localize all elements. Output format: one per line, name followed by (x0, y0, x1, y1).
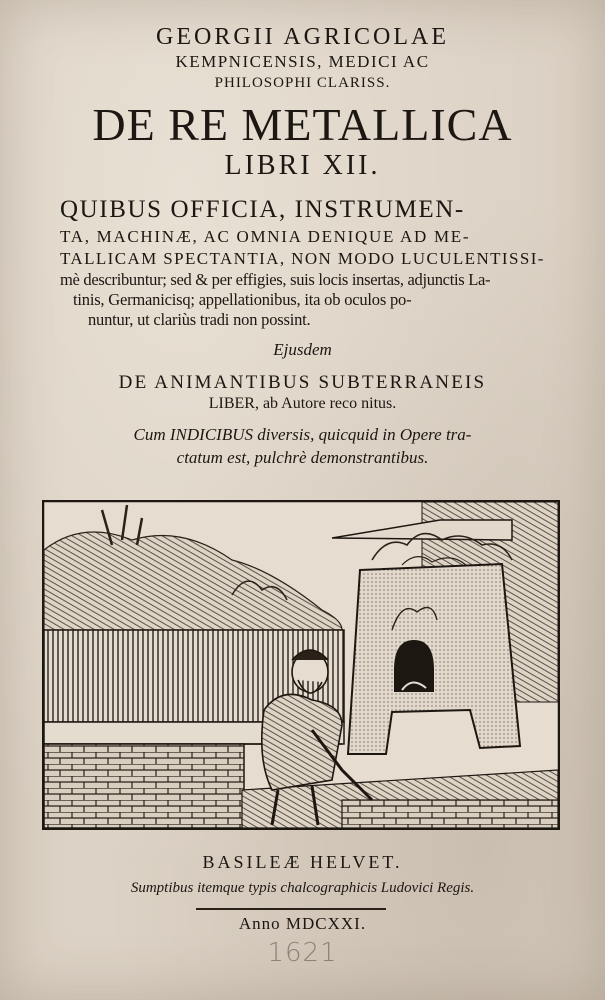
imprint-year: Anno MDCXXI. (238, 914, 367, 933)
description-line: TALLICAM SPECTANTIA, NON MODO LUCULENTISSI- (60, 249, 545, 268)
imprint-printer: Sumptibus itemque typis chalcographicis Ludovici Regis. (130, 880, 475, 896)
indices-line-1: Cum INDICIBUS diversis, quicquid in Opere tra- (133, 425, 472, 444)
description-line: TA, MACHINÆ, AC OMNIA DENIQUE AD ME- (60, 227, 471, 246)
author-subtitle-1: KEMPNICENSIS, MEDICI AC (175, 52, 430, 71)
description-line: nuntur, ut clariùs tradi non possint. (88, 310, 311, 329)
description-line: mè describuntur; sed & per effigies, suis locis insertas, adjunctis La- (60, 270, 491, 289)
woodcut-furnace-illustration (42, 500, 560, 830)
description-line: QUIBUS OFFICIA, INSTRUMEN- (60, 196, 465, 223)
imprint-place: BASILEÆ HELVET. (202, 852, 403, 872)
pencil-annotation: 1621 (267, 938, 338, 968)
book-title: DE RE METALLICA (92, 99, 513, 150)
supplement-title: DE ANIMANTIBUS SUBTERRANEIS (118, 372, 487, 393)
author-name: GEORGII AGRICOLAE (156, 24, 449, 50)
book-volumes: LIBRI XII. (224, 150, 381, 181)
imprint-divider (196, 908, 386, 910)
supplement-subtitle: LIBER, ab Autore reco nitus. (208, 395, 397, 412)
ejusdem-heading: Ejusdem (273, 340, 332, 359)
author-subtitle-2: PHILOSOPHI CLARISS. (214, 75, 391, 91)
description-line: tinis, Germanicisq; appellationibus, ita ob oculos po- (73, 290, 412, 309)
indices-line-2: ctatum est, pulchrè demonstrantibus. (176, 448, 429, 467)
